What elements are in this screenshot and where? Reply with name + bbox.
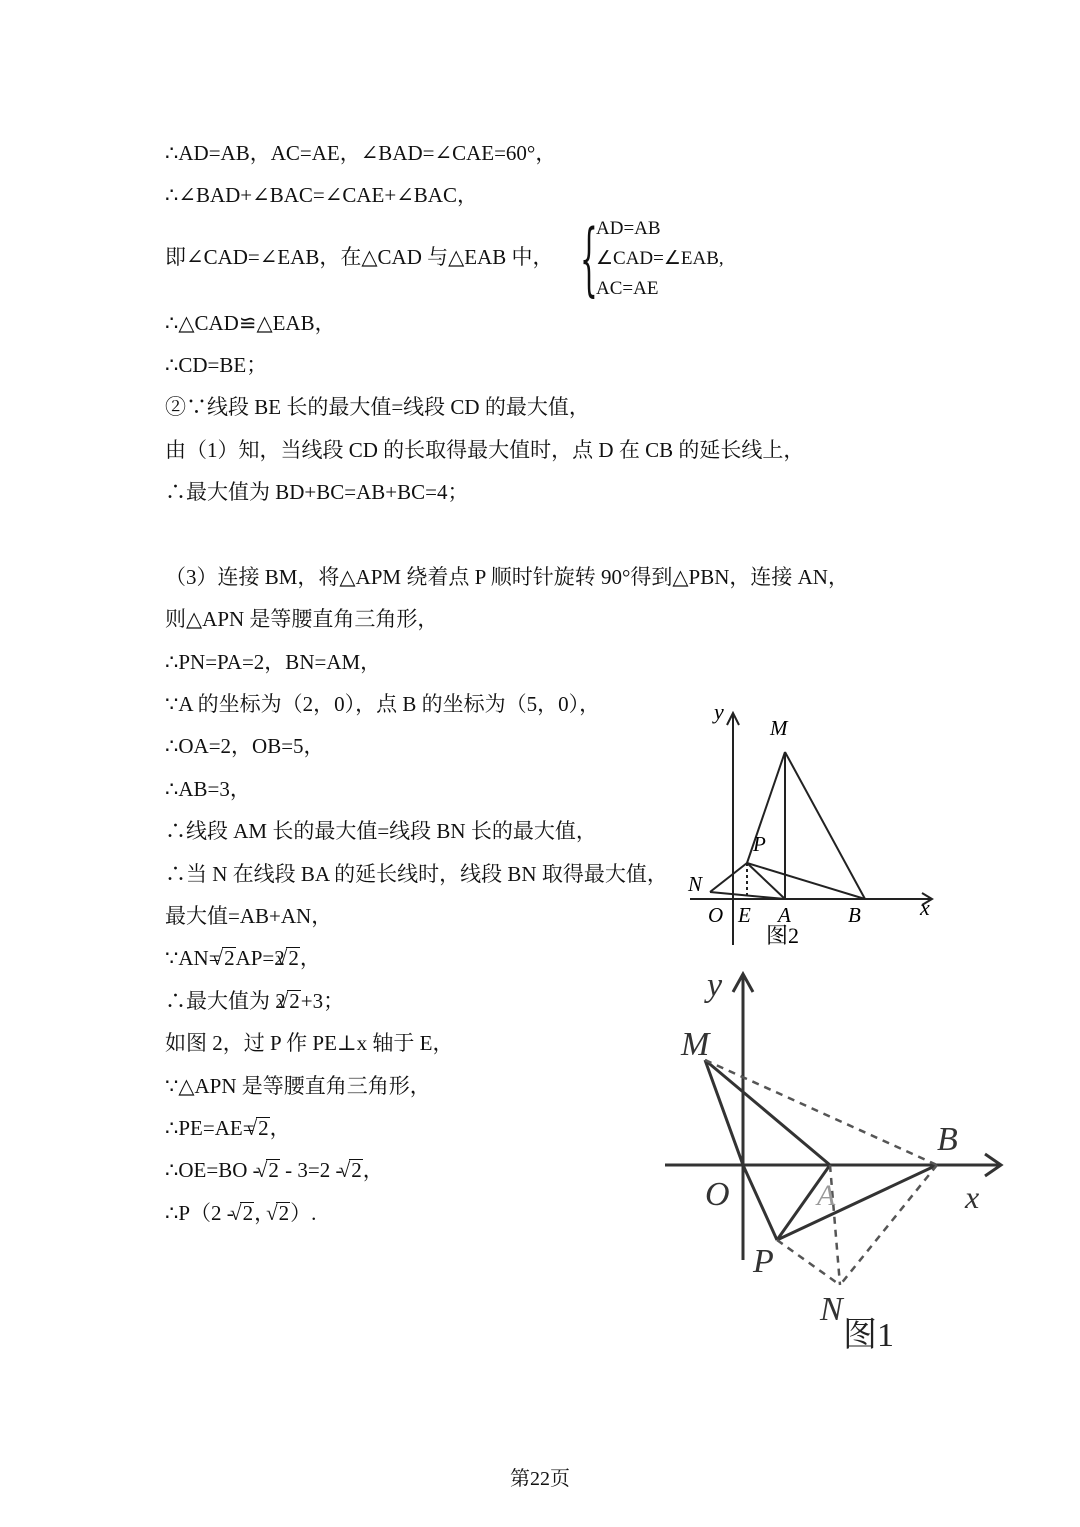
point-label-M: M	[770, 716, 788, 740]
text-line: 最大值=AB+AN，	[165, 904, 333, 928]
text-line: ∴∠BAD+∠BAC=∠CAE+∠BAC，	[165, 183, 478, 207]
segment-PN	[710, 863, 747, 892]
text-line: （3）连接 BM，将△APM 绕着点 P 顺时针旋转 90°得到△PBN，连接 AN，	[165, 565, 849, 589]
sqrt-expression: √ 2	[287, 990, 301, 1011]
text-fragment: +3；	[300, 989, 345, 1013]
point-label-B: B	[848, 903, 861, 927]
figure-2	[680, 695, 950, 955]
text-line: ∵A 的坐标为（2，0），点 B 的坐标为（5，0），	[165, 692, 601, 716]
text-line	[165, 1157, 384, 1183]
text-line: ∴线段 AM 长的最大值=线段 BN 长的最大值，	[165, 819, 597, 843]
sqrt-expression: √ 2	[240, 1202, 254, 1223]
text-line: ∴最大值为 BD+BC=AB+BC=4；	[165, 480, 469, 504]
text-line: 即∠CAD=∠EAB，在△CAD 与△EAB 中，	[165, 245, 554, 269]
segment-OP	[743, 1165, 777, 1240]
text-fragment: ∴PE=AE=	[165, 1116, 255, 1140]
text-fragment: AP=2	[235, 946, 285, 970]
sqrt-expression: √ 2	[349, 1159, 363, 1180]
text-line	[165, 1115, 291, 1141]
segment-PB	[777, 1165, 937, 1240]
text-line: ∴CD=BE；	[165, 353, 268, 377]
text-fragment: ，	[269, 1116, 291, 1140]
text-fragment: ∴最大值为 2	[165, 989, 286, 1013]
y-label: y	[714, 699, 724, 724]
y-label: y	[707, 967, 723, 1004]
text-line: 由（1）知，当线段 CD 的长取得最大值时，点 D 在 CB 的延长线上，	[165, 438, 805, 462]
sqrt-expression: √ 2	[266, 1159, 280, 1180]
page-number: 第22页	[510, 1468, 570, 1490]
text-fragment: ）.	[290, 1201, 317, 1225]
point-label-O: O	[705, 1176, 730, 1213]
text-line	[165, 945, 321, 971]
text-line: ∴△CAD≌△EAB，	[165, 311, 336, 335]
text-line: ∵△APN 是等腰直角三角形，	[165, 1074, 431, 1098]
point-label-B: B	[937, 1121, 958, 1158]
segment-MB	[705, 1060, 937, 1165]
point-label-O: O	[708, 903, 724, 927]
equation-system	[580, 212, 740, 305]
text-fragment: ，	[299, 946, 321, 970]
figure-1	[655, 960, 1015, 1360]
system-row: ∠CAD=∠EAB,	[596, 248, 724, 269]
point-label-P: P	[753, 832, 766, 856]
text-fragment: ，	[254, 1201, 276, 1225]
text-fragment: ∴P（2 -	[165, 1201, 240, 1225]
text-line: ∴当 N 在线段 BA 的延长线时，线段 BN 取得最大值，	[165, 862, 668, 886]
sqrt-expression: √ 2	[286, 947, 300, 968]
text-line: ∴OA=2，OB=5，	[165, 734, 325, 758]
text-line: ②∵线段 BE 长的最大值=线段 CD 的最大值，	[165, 395, 590, 419]
text-line: 如图 2，过 P 作 PE⊥x 轴于 E，	[165, 1031, 454, 1055]
sqrt-expression: √ 2	[276, 1202, 290, 1223]
text-line: ∴AB=3，	[165, 777, 251, 801]
text-line: ∴AD=AB，AC=AE，∠BAD=∠CAE=60°，	[165, 141, 557, 165]
point-label-N: N	[688, 872, 703, 896]
segment-PN	[777, 1240, 840, 1285]
point-label-P: P	[753, 1243, 774, 1280]
text-fragment: - 3=2 -	[279, 1158, 348, 1182]
figure-caption: 图2	[766, 923, 800, 948]
figure-caption: 图1	[843, 1317, 894, 1354]
text-fragment: ∴OE=BO -	[165, 1158, 265, 1182]
point-label-A: A	[778, 903, 791, 927]
system-row: AC=AE	[596, 278, 659, 299]
text-line: 则△APN 是等腰直角三角形，	[165, 607, 439, 631]
point-label-E: E	[738, 903, 751, 927]
text-line	[165, 1200, 316, 1226]
point-label-M: M	[681, 1026, 710, 1063]
point-label-N: N	[820, 1291, 843, 1328]
text-line	[165, 988, 344, 1014]
sqrt-expression: √ 2	[256, 1117, 270, 1138]
brace-icon: {	[580, 212, 598, 305]
sqrt-expression: √ 2	[222, 947, 236, 968]
text-fragment: ，	[362, 1158, 384, 1182]
point-label-A: A	[817, 1179, 836, 1212]
segment-BN	[840, 1165, 937, 1285]
segment-MB	[785, 752, 865, 899]
x-label: x	[965, 1179, 980, 1215]
text-line: ∴PN=PA=2，BN=AM，	[165, 650, 382, 674]
text-fragment: ∵AN=	[165, 946, 221, 970]
system-row: AD=AB	[596, 218, 661, 239]
x-label: x	[920, 895, 930, 920]
